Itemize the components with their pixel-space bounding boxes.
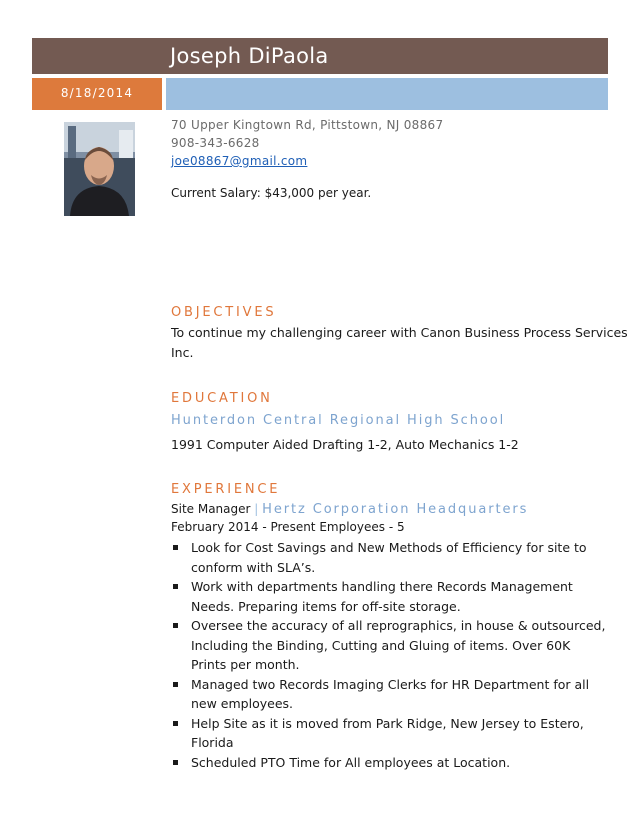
job-title: Site Manager [171,502,251,516]
resume-date: 8/18/2014 [60,86,134,100]
job-dates: February 2014 - Present Employees - 5 [171,520,405,534]
bullet-text: Scheduled PTO Time for All employees at Location. [191,754,511,770]
bullet-square-icon [173,623,178,628]
bullet-square-icon [173,682,178,687]
company-name: Hertz Corporation Headquarters [262,502,529,517]
phone-text: 908-343-6628 [171,136,260,150]
school-name: Hunterdon Central Regional High School [171,413,506,428]
bullet-text: Oversee the accuracy of all reprographics, in house & outsourced, Including the Binding, Cutting and Gluing of items. Over 60K Prints per month. [191,618,606,672]
list-item [171,577,611,616]
bullet-text: Help Site as it is moved from Park Ridge, New Jersey to Estero, Florida [191,715,584,750]
bullet-text: Work with departments handling there Records Management Needs. Preparing items for off-site storage. [191,579,573,614]
bullet-square-icon [173,545,178,550]
list-item [171,675,611,714]
list-item [171,714,611,753]
bullet-square-icon [173,721,178,726]
objectives-line-1: To continue my challenging career with Canon Business Process Services [171,325,628,340]
candidate-name: Joseph DiPaola [170,44,329,68]
list-item [171,753,611,773]
job-line [171,502,528,517]
bullet-text: Managed two Records Imaging Clerks for HR Department for all new employees. [191,676,590,711]
salary-text: Current Salary: $43,000 per year. [171,186,372,200]
education-detail: 1991 Computer Aided Drafting 1-2, Auto Mechanics 1-2 [171,437,519,452]
education-heading: EDUCATION [171,391,273,406]
person-photo-icon [64,122,135,216]
bullet-text: Look for Cost Savings and New Methods of Efficiency for site to conform with SLA’s. [191,540,587,575]
accent-bar [166,78,608,110]
objectives-line-2: Inc. [171,345,194,360]
objectives-heading: OBJECTIVES [171,305,277,320]
email-link[interactable]: joe08867@gmail.com [171,154,308,168]
list-item [171,538,611,577]
bullet-square-icon [173,584,178,589]
experience-bullets [171,538,611,772]
list-item [171,616,611,675]
experience-heading: EXPERIENCE [171,482,281,497]
job-separator: | [254,502,259,516]
bullet-square-icon [173,760,178,765]
address-text: 70 Upper Kingtown Rd, Pittstown, NJ 08867 [171,118,444,132]
profile-photo [64,122,135,216]
